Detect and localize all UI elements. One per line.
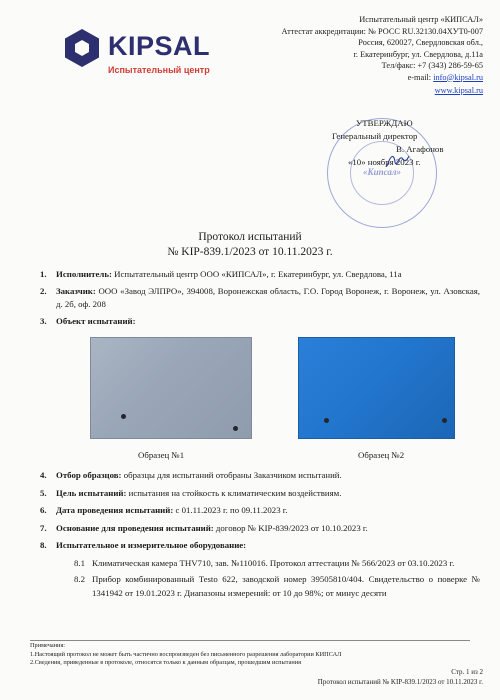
section-text xyxy=(56,487,480,501)
section-label: Основание для проведения испытаний: xyxy=(56,522,214,533)
section-number: 6. xyxy=(40,505,47,515)
protocol-body-top xyxy=(40,268,480,331)
website-link[interactable]: www.kipsal.ru xyxy=(434,86,483,95)
header-line: Испытательный центр «КИПСАЛ» xyxy=(359,15,483,24)
section-number: 2. xyxy=(40,285,47,296)
section-label: Заказчик: xyxy=(56,285,96,296)
section-label: Испытательное и измерительное оборудование: xyxy=(56,540,247,550)
section-label: Объект испытаний: xyxy=(56,315,136,326)
email-label: e-mail: xyxy=(407,72,434,82)
section-value: с 01.11.2023 г. по 09.11.2023 г. xyxy=(173,505,288,515)
brand-name: KIPSAL xyxy=(108,31,211,61)
section-label: Исполнитель: xyxy=(56,269,112,279)
section-number: 3. xyxy=(40,315,47,326)
approval-date: «10» ноября 2023 г. xyxy=(348,157,421,167)
header-email-line xyxy=(243,72,483,84)
sample-photos xyxy=(90,337,470,467)
approval-title: УТВЕРЖДАЮ xyxy=(356,118,413,128)
equipment-item xyxy=(74,573,480,600)
section-value: ООО «Завод ЭЛПРО», 394008, Воронежская область, Г.О. Город Воронеж, г. Воронеж, ул. Азовская, д. 2б, оф. 208 xyxy=(56,285,480,309)
section-value: образцы для испытаний отобраны Заказчиком испытаний. xyxy=(121,470,342,480)
protocol-reference: Протокол испытаний № KIP-839.1/2023 от 10.11.2023 г. xyxy=(317,677,483,686)
section-customer xyxy=(40,285,480,312)
section-number: 7. xyxy=(40,522,47,533)
equipment-item xyxy=(74,557,480,571)
protocol-title-block xyxy=(0,230,500,260)
sample-2-photo xyxy=(298,337,455,439)
section-text xyxy=(56,539,480,553)
header-line: Россия, 620027, Свердловская обл., xyxy=(358,38,483,47)
footer-note: 1.Настоящий протокол не может быть частично воспроизведен без письменного разрешения лаборатории КИПСАЛ xyxy=(30,650,342,658)
section-equipment xyxy=(40,539,480,553)
footer-notes xyxy=(30,642,470,668)
hexagon-logo-icon xyxy=(62,28,102,68)
section-text xyxy=(56,469,480,483)
section-label: Дата проведения испытаний: xyxy=(56,505,174,515)
brand-subtitle: Испытательный центр xyxy=(108,65,210,75)
section-text xyxy=(56,522,480,536)
section-label: Цель испытаний: xyxy=(56,487,127,498)
company-logo xyxy=(62,28,262,88)
section-sampling xyxy=(40,469,480,483)
page-info xyxy=(318,668,483,687)
section-purpose xyxy=(40,487,480,501)
footer-divider xyxy=(30,640,470,641)
mounting-hole xyxy=(442,418,447,423)
sample-2-caption: Образец №2 xyxy=(358,450,405,460)
sample-1-photo xyxy=(90,337,252,439)
section-text xyxy=(56,285,480,312)
equipment-text: Прибор комбинированный Testo 622, заводской номер 39505810/404. Свидетельство о поверке № 1341942 от 19.01.2023 г. Диапазоны измерений: от 10 до 98%; от минус десяти xyxy=(92,574,480,598)
header-line: Аттестат аккредитации: № РОСС RU.32130.04ХУТ0-007 xyxy=(281,26,483,36)
section-number: 1. xyxy=(40,269,47,279)
section-number: 8. xyxy=(40,540,47,550)
signature-icon xyxy=(385,150,411,170)
section-label: Отбор образцов: xyxy=(56,470,122,480)
section-test-dates xyxy=(40,504,480,518)
equipment-text: Климатическая камера THV710, зав. №110016. Протокол аттестации № 566/2023 от 03.10.2023 г. xyxy=(92,557,455,568)
mounting-hole xyxy=(324,418,329,423)
section-test-object xyxy=(40,315,480,329)
equipment-number: 8.2 xyxy=(74,574,85,584)
section-text xyxy=(56,504,480,518)
sample-1-caption: Образец №1 xyxy=(138,450,185,460)
header-contact xyxy=(243,14,483,97)
section-number: 4. xyxy=(40,470,47,480)
email-link[interactable]: info@kipsal.ru xyxy=(433,72,483,82)
page-number: Стр. 1 из 2 xyxy=(451,668,483,676)
protocol-title: Протокол испытаний xyxy=(198,231,302,243)
header-line: Тел/факс: +7 (343) 286-59-65 xyxy=(381,61,483,70)
equipment-number: 8.1 xyxy=(74,557,85,568)
header-website-line xyxy=(243,85,483,97)
protocol-body-bottom xyxy=(40,469,480,603)
stamp-text: «Кипсал» xyxy=(363,167,401,177)
header-line: г. Екатеринбург, ул. Свердлова, д.11а xyxy=(353,49,483,59)
protocol-number: № KIP-839.1/2023 от 10.11.2023 г. xyxy=(167,246,333,258)
section-executor xyxy=(40,268,480,282)
mounting-hole xyxy=(233,426,238,431)
section-value: договор № KIP-839/2023 от 10.10.2023 г. xyxy=(213,522,368,533)
section-text xyxy=(56,268,480,282)
mounting-hole xyxy=(121,414,126,419)
approval-position: Генеральный директор xyxy=(332,131,418,141)
section-value: Испытательный центр ООО «КИПСАЛ», г. Екатеринбург, ул. Свердлова, 11а xyxy=(111,269,402,279)
approval-name: В. Агафонов xyxy=(396,144,444,154)
notes-title: Примечания: xyxy=(30,642,66,649)
section-basis xyxy=(40,522,480,536)
section-number: 5. xyxy=(40,487,47,498)
footer-note: 2.Сведения, приведенные в протоколе, относятся только к данным образцам, прошедшим испытания xyxy=(30,659,302,666)
section-value: испытания на стойкость к климатическим воздействиям. xyxy=(126,487,342,498)
section-text xyxy=(56,315,480,329)
